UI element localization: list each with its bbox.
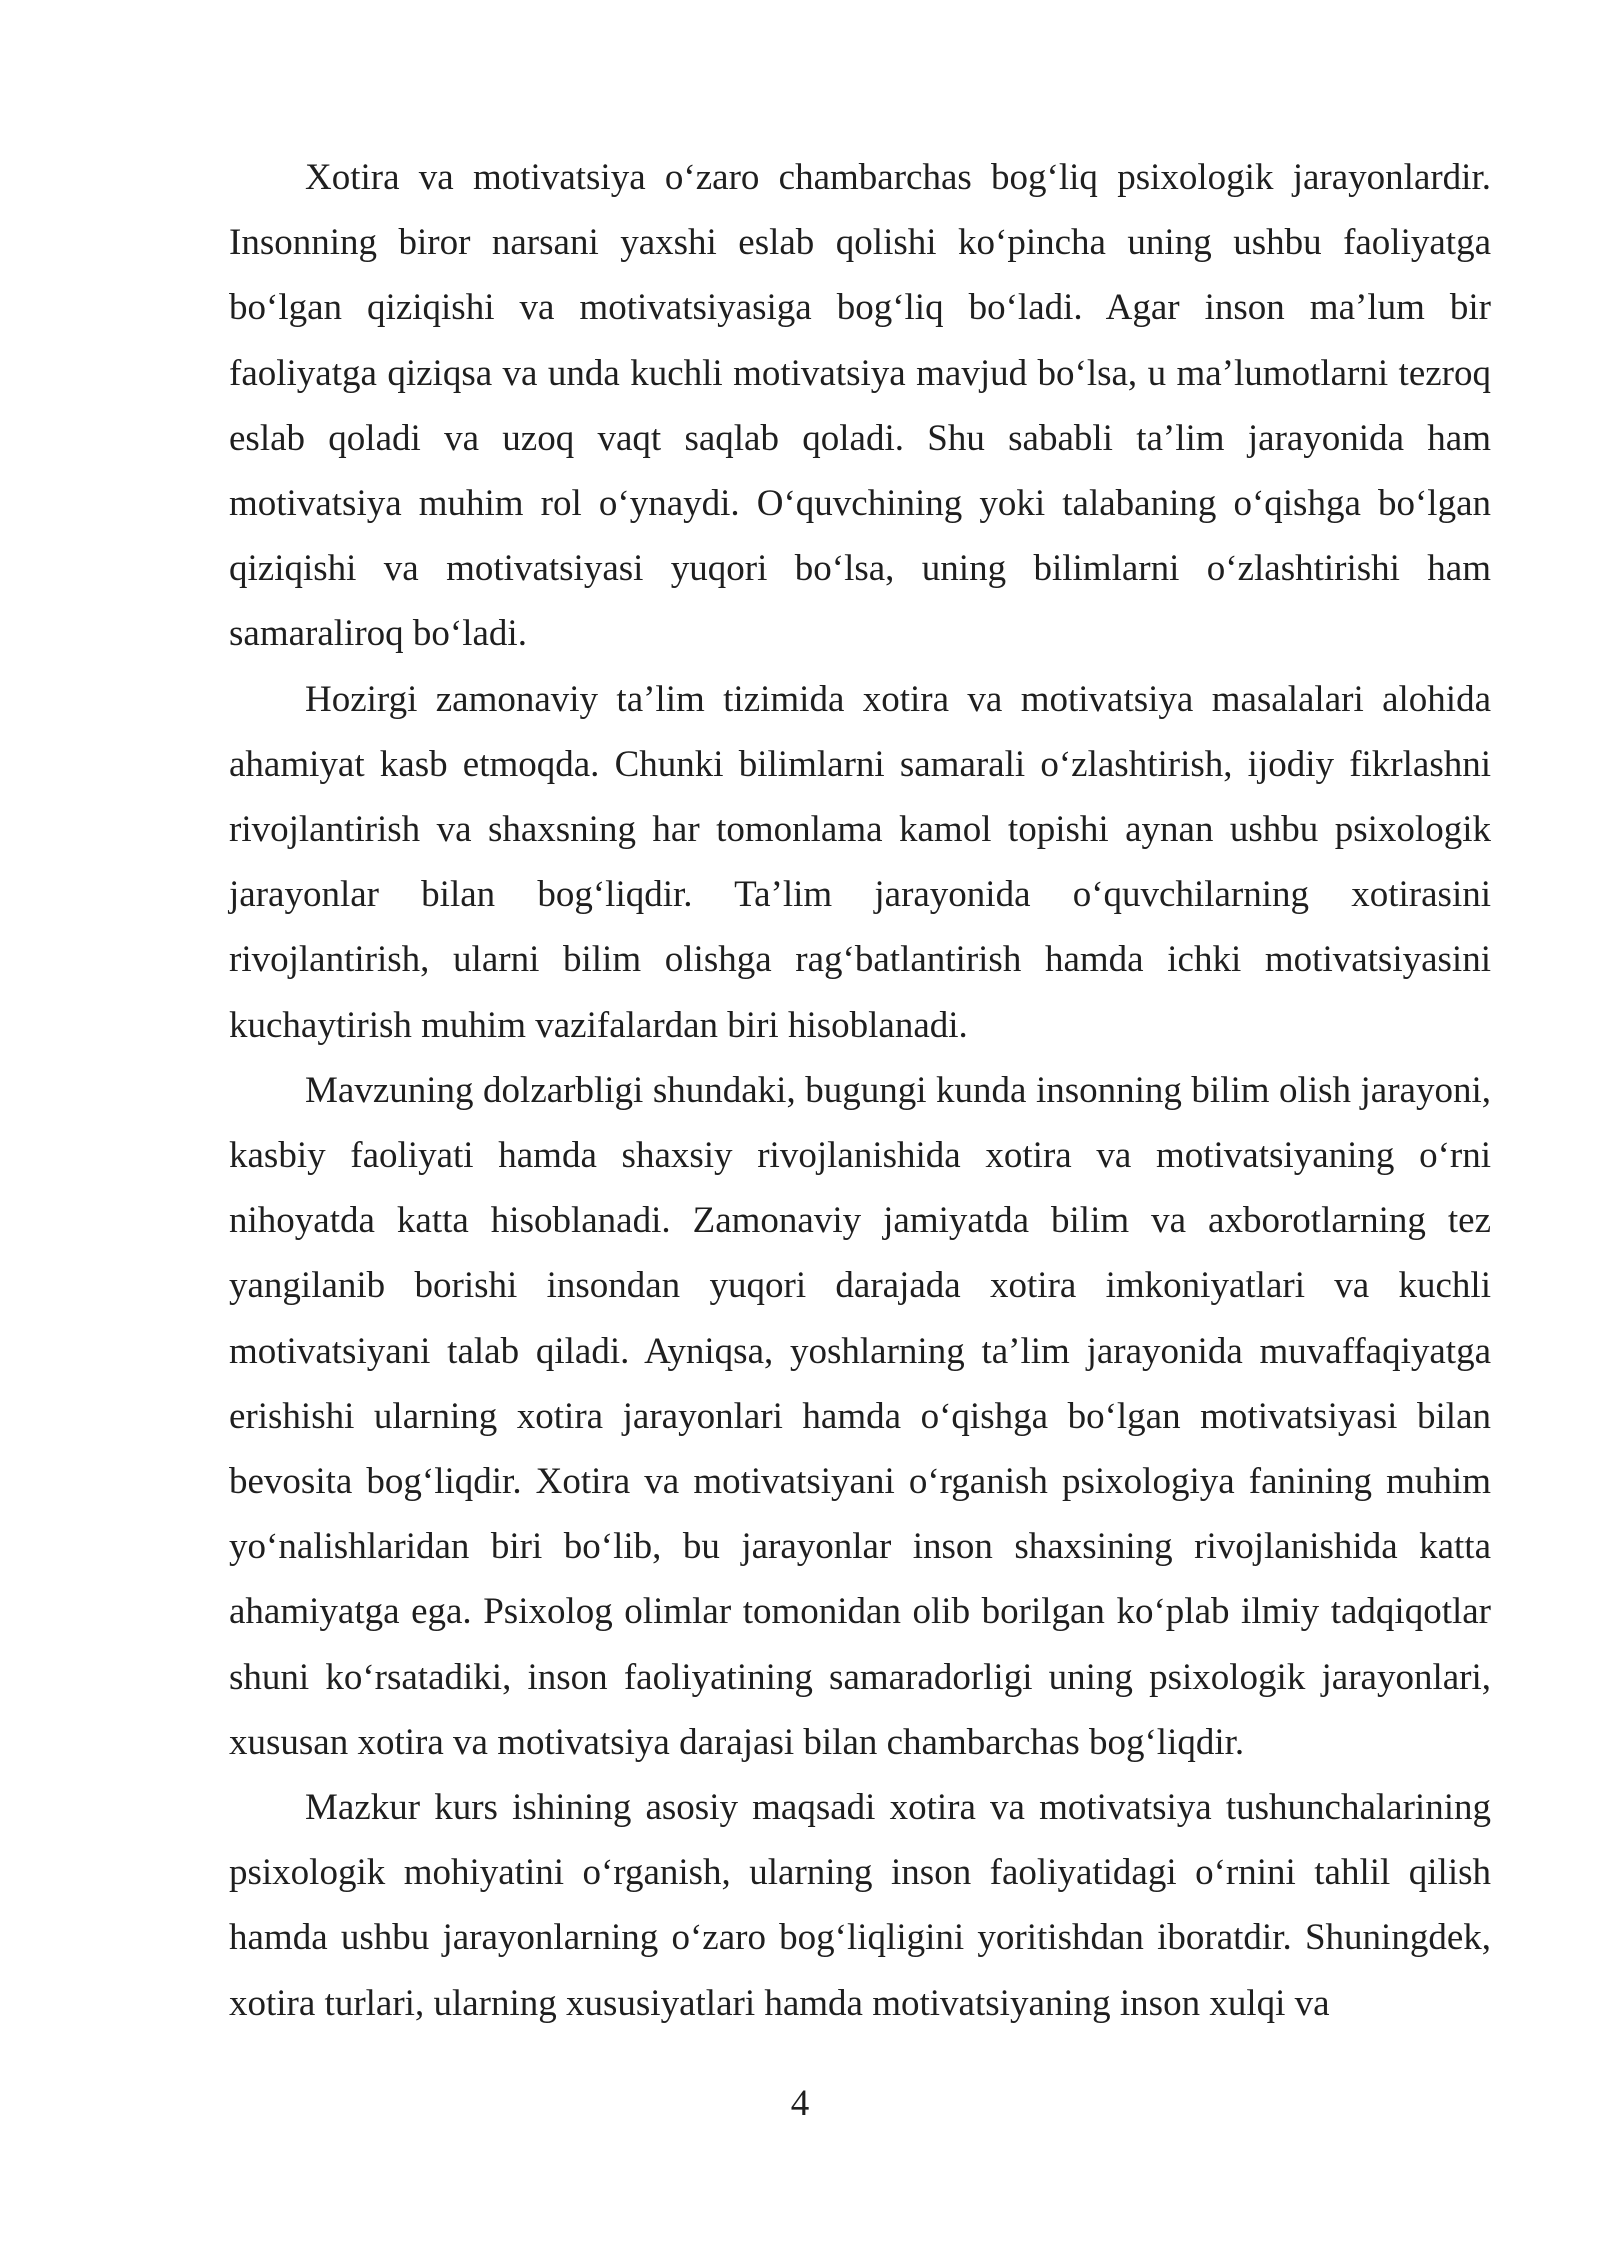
paragraph-2: Hozirgi zamonaviy ta’lim tizimida xotira va motivatsiya masalalari alohida ahamiyat kasb etmoqda. Chunki bilimlarni samarali o‘zlashtirish, ijodiy fikrlashni rivojlantirish va shaxsning har tomonlama kamol topishi aynan ushbu psixologik jarayonlar bilan bog‘liqdir. Ta’lim jarayonida o‘quvchilarning xotirasini rivojlantirish, ularni bilim olishga rag‘batlantirish hamda ichki motivatsiyasini kuchaytirish muhim vazifalardan biri hisoblanadi.: [229, 678, 1491, 1046]
paragraph-4: Mazkur kurs ishining asosiy maqsadi xotira va motivatsiya tushunchalarining psixologik mohiyatini o‘rganish, ularning inson faoliyatidagi o‘rnini tahlil qilish hamda ushbu jarayonlarning o‘zaro bog‘liqligini yoritishdan iboratdir. Shuningdek, xotira turlari, ularning xususiyatlari hamda motivatsiyaning inson xulqi va: [229, 1787, 1491, 2024]
page-number: 4: [790, 2083, 810, 2124]
paragraph-3: Mavzuning dolzarbligi shundaki, bugungi kunda insonning bilim olish jarayoni, kasbiy faoliyati hamda shaxsiy rivojlanishida xotira va motivatsiyaning o‘rni nihoyatda katta hisoblanadi. Zamonaviy jamiyatda bilim va axborotlarning tez yangilanib borishi insondan yuqori darajada xotira imkoniyatlari va kuchli motivatsiyani talab qiladi. Ayniqsa, yoshlarning ta’lim jarayonida muvaffaqiyatga erishishi ularning xotira jarayonlari hamda o‘qishga bo‘lgan motivatsiyasi bilan bevosita bog‘liqdir. Xotira va motivatsiyani o‘rganish psixologiya fanining muhim yo‘nalishlaridan biri bo‘lib, bu jarayonlar inson shaxsining rivojlanishida katta ahamiyatga ega. Psixolog olimlar tomonidan olib borilgan ko‘plab ilmiy tadqiqotlar shuni ko‘rsatadiki, inson faoliyatining samaradorligi uning psixologik jarayonlari, xususan xotira va motivatsiya darajasi bilan chambarchas bog‘liqdir.: [229, 1069, 1491, 1763]
body-text: [229, 145, 1491, 2036]
paragraph-1: Xotira va motivatsiya o‘zaro chambarchas bog‘liq psixologik jarayonlardir. Insonning biror narsani yaxshi eslab qolishi ko‘pincha uning ushbu faoliyatga bo‘lgan qiziqishi va motivatsiyasiga bog‘liq bo‘ladi. Agar inson ma’lum bir faoliyatga qiziqsa va unda kuchli motivatsiya mavjud bo‘lsa, u ma’lumotlarni tezroq eslab qoladi va uzoq vaqt saqlab qoladi. Shu sababli ta’lim jarayonida ham motivatsiya muhim rol o‘ynaydi. O‘quvchining yoki talabaning o‘qishga bo‘lgan qiziqishi va motivatsiyasi yuqori bo‘lsa, uning bilimlarni o‘zlashtirishi ham samaraliroq bo‘ladi.: [229, 157, 1491, 655]
